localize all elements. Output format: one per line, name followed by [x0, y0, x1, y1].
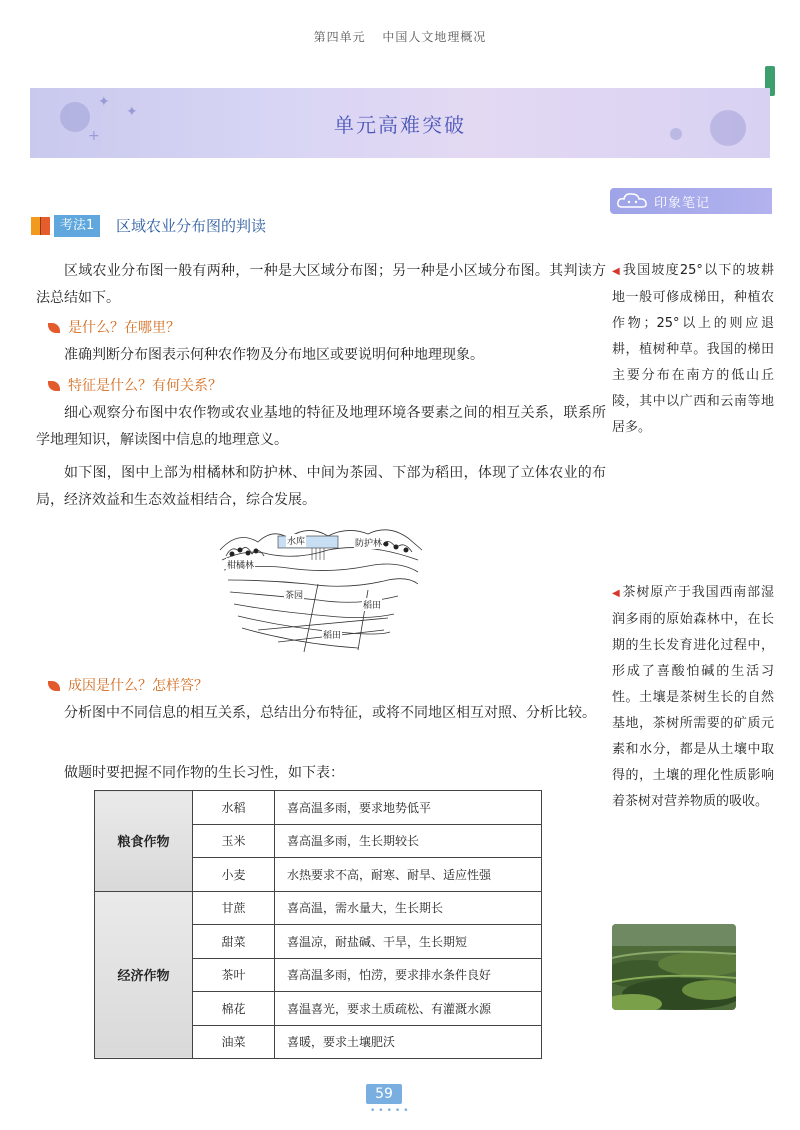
- page-number-dots: •••••: [370, 1106, 412, 1116]
- leaf-icon: [48, 381, 60, 391]
- sparkle-icon: ✦: [98, 94, 110, 110]
- table-intro: 做题时要把握不同作物的生长习性，如下表：: [64, 765, 344, 781]
- leaf-icon: [48, 323, 60, 333]
- crop-cell: 茶叶: [193, 958, 275, 992]
- running-head-title: 中国人文地理概况: [382, 30, 487, 44]
- side-notes-label: 印象笔记: [654, 196, 711, 211]
- habit-cell: 喜高温，需水量大，生长期长: [275, 891, 542, 925]
- terrace-farming-figure: [218, 520, 424, 654]
- habit-cell: 喜暖，要求土壤肥沃: [275, 1025, 542, 1059]
- side-note-terraces: [612, 258, 774, 441]
- label-tea-garden: 茶园: [284, 588, 304, 601]
- section-tag: 考法1: [54, 215, 100, 237]
- subheading-causes: [48, 676, 208, 696]
- crop-cell: 甜菜: [193, 925, 275, 959]
- label-paddy-field: 稻田: [362, 598, 382, 611]
- leaf-icon: [48, 681, 60, 691]
- subheading-what-where: [48, 318, 180, 338]
- side-notes-header: [610, 188, 772, 214]
- subheading-text: 是什么？在哪里？: [68, 320, 180, 336]
- label-paddy-field: 稻田: [322, 628, 342, 641]
- side-note-text: 茶树原产于我国西南部湿润多雨的原始森林中，在长期的生长发育进化过程中，形成了喜酸怕碱的生活习性。土壤是茶树生长的自然基地，茶树所需要的矿质元素和水分，都是从土壤中取得的，土壤的理化性质影响着茶树对营养物质的吸收。: [612, 585, 774, 809]
- subheading-text: 特征是什么？有何关系？: [68, 378, 222, 394]
- banner-title: 单元高难突破: [334, 113, 466, 137]
- crop-cell: 水稻: [193, 791, 275, 825]
- crop-cell: 玉米: [193, 824, 275, 858]
- crop-cell: 小麦: [193, 858, 275, 892]
- habit-cell: 喜温喜光，要求土质疏松、有灌溉水源: [275, 992, 542, 1026]
- q2-paragraph: 细心观察分布图中农作物或农业基地的特征及地理环境各要素之间的相互关系，联系所学地理知识，解读图中信息的地理意义。: [36, 405, 606, 448]
- note-arrow-icon: ◀: [612, 588, 621, 599]
- group-cell: 粮食作物: [95, 791, 193, 892]
- q3-paragraph: 分析图中不同信息的相互关系，总结出分布特征，或将不同地区相互对照、分析比较。: [64, 705, 596, 721]
- side-note-tea: [612, 580, 774, 815]
- side-note-text: 我国坡度25°以下的坡耕地一般可修成梯田，种植农作物；25°以上的则应退耕，植树种草。我国的梯田主要分布在南方的低山丘陵，其中以广西和云南等地居多。: [612, 263, 774, 435]
- tea-plantation-photo: [612, 924, 736, 1010]
- habit-cell: 喜高温多雨，生长期较长: [275, 824, 542, 858]
- q2-example-paragraph: 如下图，图中上部为柑橘林和防护林、中间为茶园、下部为稻田，体现了立体农业的布局，经济效益和生态效益相结合，综合发展。: [36, 465, 606, 508]
- sparkle-icon: +: [88, 128, 100, 144]
- unit-banner: [30, 88, 770, 158]
- terrace-landscape-drawing: [218, 520, 424, 654]
- table-row: [95, 791, 542, 825]
- subheading-features: [48, 376, 222, 396]
- running-head: [0, 28, 800, 45]
- crop-habit-table: [94, 790, 542, 1058]
- crop-cell: 棉花: [193, 992, 275, 1026]
- sparkle-icon: ✦: [126, 104, 138, 120]
- book-icon: [30, 216, 52, 236]
- table-row: [95, 891, 542, 925]
- habit-cell: 喜高温多雨，怕涝，要求排水条件良好: [275, 958, 542, 992]
- habit-cell: 喜温凉，耐盐碱、干旱，生长期短: [275, 925, 542, 959]
- running-head-unit: 第四单元: [313, 30, 366, 44]
- label-shelterbelt: 防护林: [354, 536, 383, 549]
- note-arrow-icon: ◀: [612, 266, 621, 277]
- label-reservoir: 水库: [286, 534, 306, 547]
- cloud-icon: [616, 191, 650, 211]
- q1-paragraph: 准确判断分布图表示何种农作物及分布地区或要说明何种地理现象。: [64, 347, 484, 363]
- crop-cell: 油菜: [193, 1025, 275, 1059]
- page-number: 59: [366, 1084, 402, 1104]
- section-title: 区域农业分布图的判读: [116, 217, 267, 235]
- label-citrus-grove: 柑橘林: [226, 558, 255, 571]
- subheading-text: 成因是什么？怎样答？: [68, 678, 208, 694]
- group-cell: 经济作物: [95, 891, 193, 1059]
- habit-cell: 水热要求不高，耐寒、耐旱、适应性强: [275, 858, 542, 892]
- habit-cell: 喜高温多雨，要求地势低平: [275, 791, 542, 825]
- crop-cell: 甘蔗: [193, 891, 275, 925]
- intro-paragraph: 区域农业分布图一般有两种，一种是大区域分布图；另一种是小区域分布图。其判读方法总结如下。: [36, 263, 606, 306]
